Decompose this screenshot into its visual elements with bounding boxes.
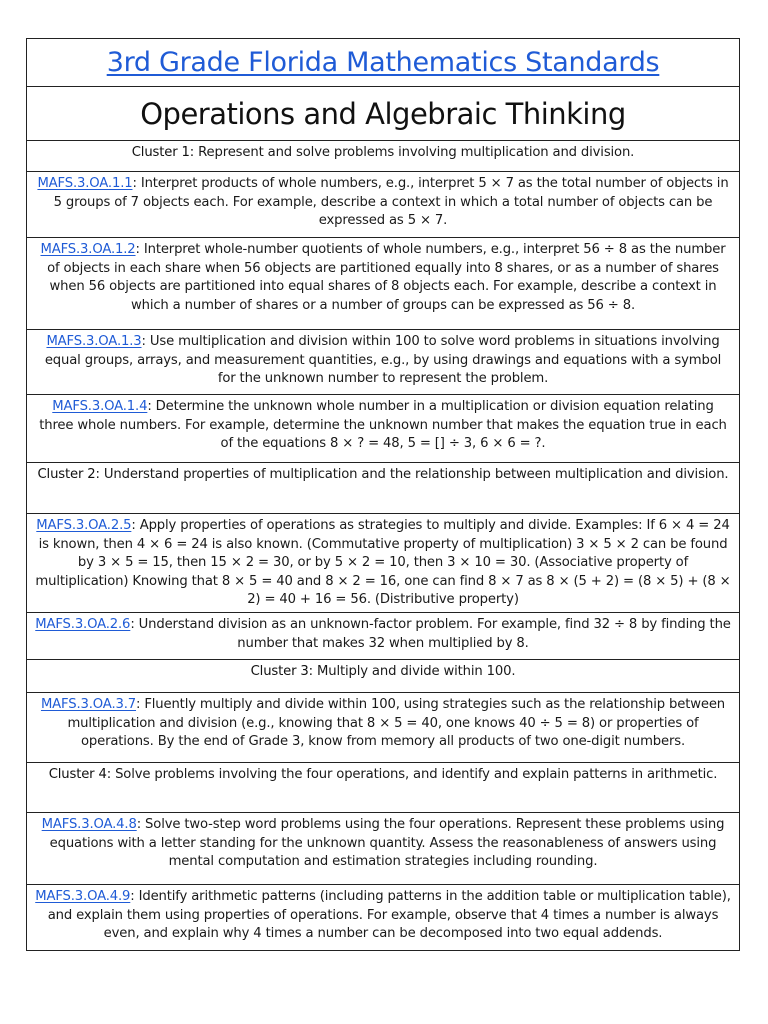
standard-row-3-oa-4-9 (27, 885, 739, 950)
cluster-description: Multiply and divide within 100. (312, 664, 516, 679)
standard-row-3-oa-3-7 (27, 693, 739, 763)
standard-description: : Apply properties of operations as strategies to multiply and divide. Examples: If 6 × 4 = 24 is known, then 4 × 6 = 24 is also known. (Commutative property of multiplication) 3 × 5 × 2 can be found by 3 × 5 = 15, then 15 × 2 = 30, or by 5 × 2 = 10, then 3 × 10 = 30. (Associative property of multiplication) Knowing that 8 × 5 = 40 and 8 × 2 = 16, one can find 8 × 7 as 8 × (5 + 2) = (8 × 5) + (8 × 2) = 40 + 16 = 56. (Distributive property) (35, 518, 731, 607)
standard-code-link[interactable]: MAFS.3.OA.1.4 (52, 399, 148, 414)
standard-code-link[interactable]: MAFS.3.OA.4.9 (35, 889, 131, 904)
standard-row-3-oa-2-5 (27, 514, 739, 613)
standard-description: : Interpret products of whole numbers, e.g., interpret 5 × 7 as the total number of objects in 5 groups of 7 objects each. For example, describe a context in which a total number of objects can be expressed as 5 × 7. (53, 176, 729, 228)
standard-row-3-oa-1-4 (27, 395, 739, 463)
standard-code-link[interactable]: MAFS.3.OA.3.7 (40, 697, 137, 712)
standard-code-link[interactable]: MAFS.3.OA.4.8 (41, 817, 137, 832)
standard-description: : Use multiplication and division within 100 to solve word problems in situations involving equal groups, arrays, and measurement quantities, e.g., by using drawings and equations with a symbol for the unknown number to represent the problem. (44, 334, 722, 386)
standard-row-3-oa-1-2 (27, 238, 739, 330)
title-row (27, 39, 739, 87)
cluster-2-row (27, 463, 739, 514)
standards-table (26, 38, 740, 951)
standard-code-link[interactable]: MAFS.3.OA.1.3 (46, 334, 142, 349)
standard-code-link[interactable]: MAFS.3.OA.1.1 (37, 176, 133, 191)
cluster-label: Cluster 4: (48, 767, 112, 782)
cluster-description: Represent and solve problems involving multiplication and division. (194, 145, 635, 160)
standard-description: : Interpret whole-number quotients of whole numbers, e.g., interpret 56 ÷ 8 as the number of objects in each share when 56 objects are partitioned equally into 8 shares, or as a number of shares when 56 objects are partitioned into equal shares of 8 objects each. For example, describe a context in which a number of shares or a number of groups can be expressed as 56 ÷ 8. (47, 242, 726, 313)
cluster-4-row (27, 763, 739, 813)
standard-row-3-oa-4-8 (27, 813, 739, 885)
cluster-label: Cluster 1: (131, 145, 195, 160)
standard-description: : Identify arithmetic patterns (including patterns in the addition table or multiplication table), and explain them using properties of operations. For example, observe that 4 times a number is always even, and explain why 4 times a number can be decomposed into two equal addends. (47, 889, 731, 941)
cluster-description: Understand properties of multiplication and the relationship between multiplication and division. (99, 467, 729, 482)
cluster-1-row (27, 141, 739, 172)
standard-code-link[interactable]: MAFS.3.OA.2.6 (35, 617, 131, 632)
standard-code-link[interactable]: MAFS.3.OA.1.2 (40, 242, 136, 257)
standard-description: : Understand division as an unknown-factor problem. For example, find 32 ÷ 8 by finding the number that makes 32 when multiplied by 8. (130, 617, 731, 651)
cluster-3-row (27, 660, 739, 693)
cluster-label: Cluster 2: (37, 467, 100, 482)
cluster-description: Solve problems involving the four operations, and identify and explain patterns in arithmetic. (111, 767, 718, 782)
subtitle-row (27, 87, 739, 141)
page-subtitle: Operations and Algebraic Thinking (140, 96, 626, 131)
standard-description: : Fluently multiply and divide within 100, using strategies such as the relationship between multiplication and division (e.g., knowing that 8 × 5 = 40, one knows 40 ÷ 5 = 8) or properties of operations. By the end of Grade 3, know from memory all products of two one-digit numbers. (67, 697, 726, 749)
standard-description: : Solve two-step word problems using the four operations. Represent these problems using equations with a letter standing for the unknown quantity. Assess the reasonableness of answers using mental computation and estimation strategies including rounding. (49, 817, 725, 869)
standard-description: : Determine the unknown whole number in a multiplication or division equation relating three whole numbers. For example, determine the unknown number that makes the equation true in each of the equations 8 × ? = 48, 5 = [] ÷ 3, 6 × 6 = ?. (39, 399, 727, 451)
standard-row-3-oa-1-1 (27, 172, 739, 238)
standard-row-3-oa-1-3 (27, 330, 739, 395)
page-title-link[interactable]: 3rd Grade Florida Mathematics Standards (106, 47, 660, 78)
standard-row-3-oa-2-6 (27, 613, 739, 660)
standard-code-link[interactable]: MAFS.3.OA.2.5 (36, 518, 132, 533)
cluster-label: Cluster 3: (250, 664, 313, 679)
